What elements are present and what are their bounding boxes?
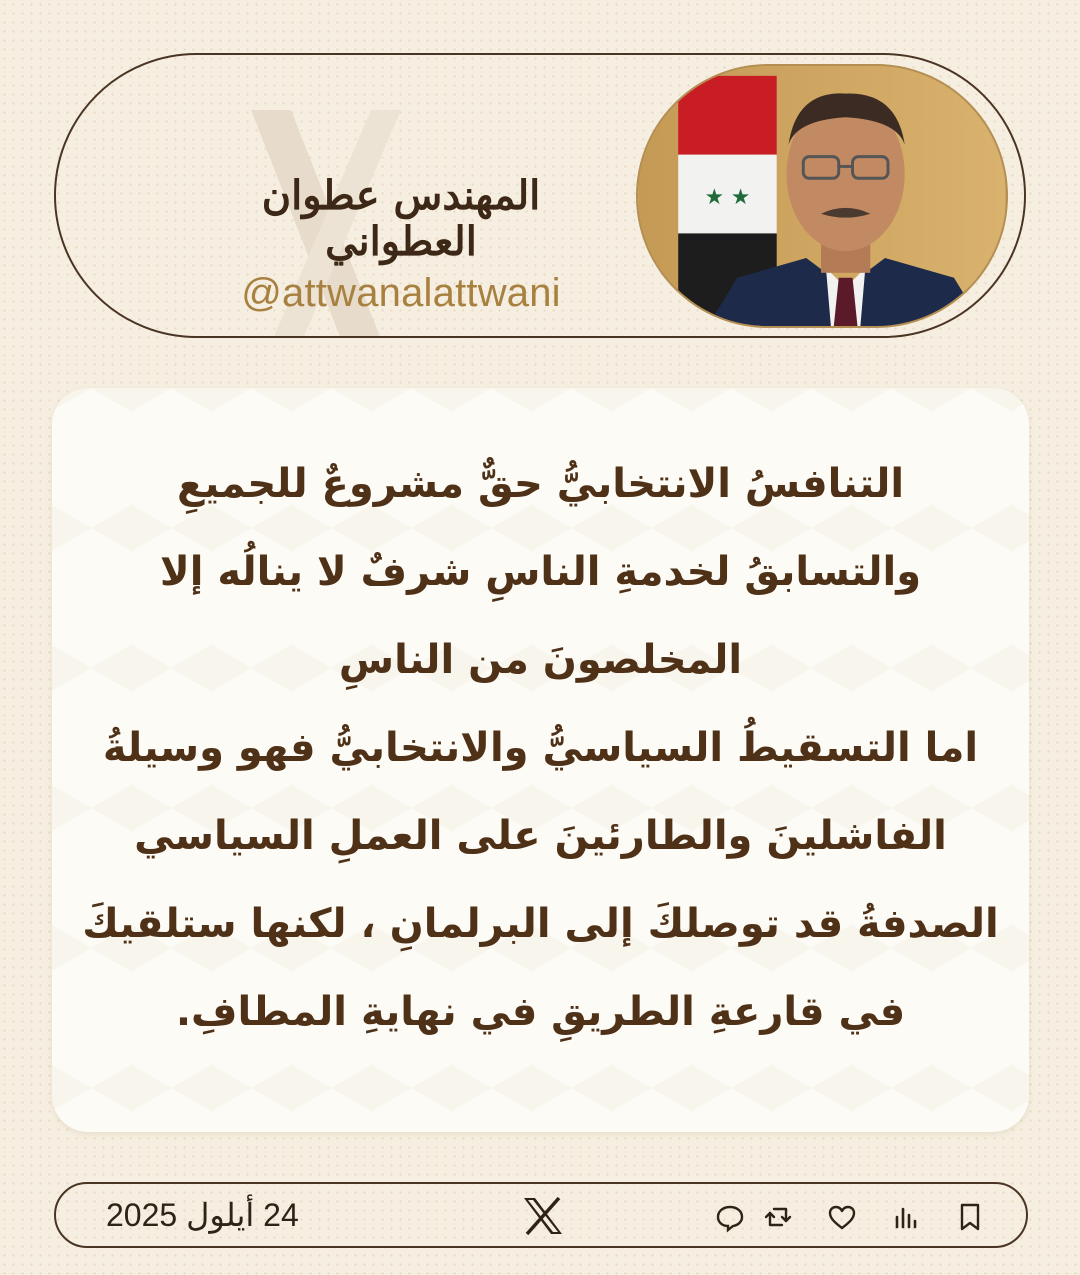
post-date <box>106 1196 299 1234</box>
repost-icon[interactable] <box>762 1201 794 1233</box>
quote-line: والتسابقُ لخدمةِ الناسِ شرفٌ لا ينالُه إلا <box>159 549 922 595</box>
bookmark-icon[interactable] <box>954 1201 986 1233</box>
quote-line: اما التسقيطُ السياسيُّ والانتخابيُّ فهو وسيلةُ <box>102 725 979 771</box>
quote-line: في قارعةِ الطريقِ في نهايةِ المطافِ. <box>175 989 906 1035</box>
profile-name-block <box>216 173 586 316</box>
profile-portrait <box>636 64 1008 328</box>
avatar <box>638 66 1006 326</box>
date-day: 24 <box>263 1197 299 1233</box>
date-year: 2025 <box>106 1197 178 1233</box>
views-icon[interactable] <box>890 1201 922 1233</box>
like-icon[interactable] <box>826 1201 858 1233</box>
x-logo-icon[interactable] <box>522 1196 564 1236</box>
quote-line: المخلصونَ من الناسِ <box>338 637 743 683</box>
profile-handle[interactable]: @attwanalattwani <box>241 271 561 315</box>
profile-name-calligraphy: المهندس عطوان العطواني <box>261 172 541 265</box>
footer-bar <box>54 1182 1028 1248</box>
quote-card <box>52 388 1029 1132</box>
svg-text:★ ★: ★ ★ <box>704 184 751 210</box>
comment-icon[interactable] <box>714 1201 746 1233</box>
date-month: أيلول <box>186 1197 255 1233</box>
quote-line: الصدفةُ قد توصلكَ إلى البرلمانِ ، لكنها ستلقيكَ <box>82 901 999 947</box>
quote-line: التنافسُ الانتخابيُّ حقٌّ مشروعٌ للجميعِ <box>176 461 905 507</box>
quote-text <box>72 440 1009 1056</box>
quote-line: الفاشلينَ والطارئينَ على العملِ السياسي <box>134 813 947 859</box>
